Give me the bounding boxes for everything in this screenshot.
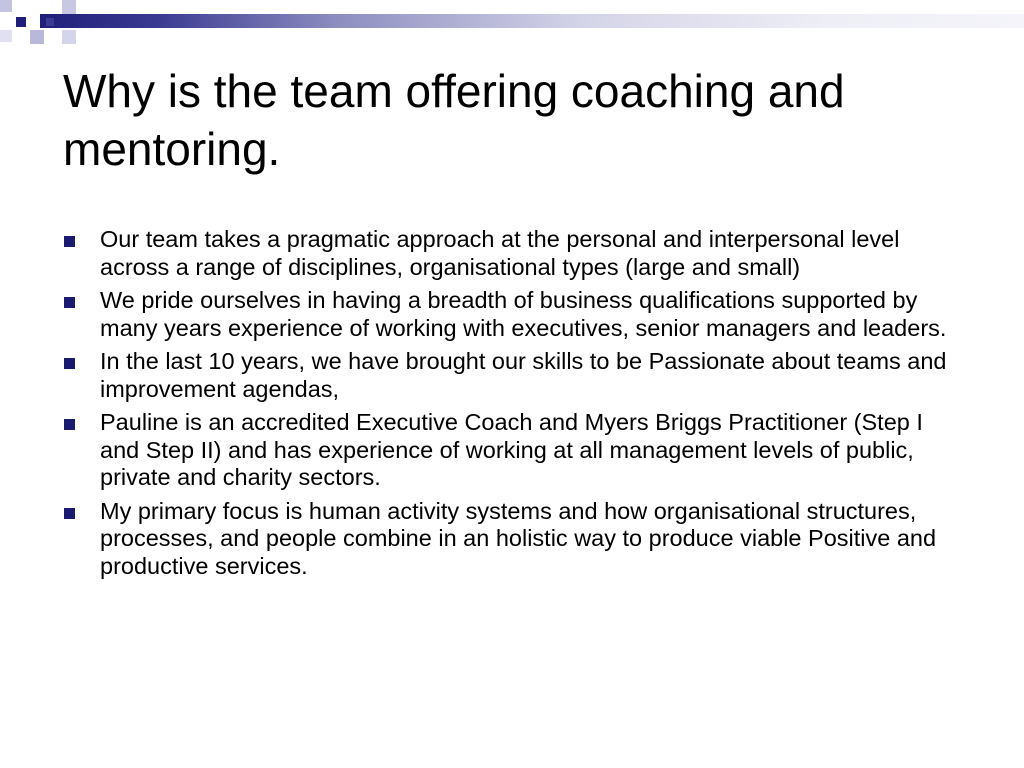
bullet-item [63, 287, 963, 342]
slide-title: Why is the team offering coaching and mentoring. [63, 65, 845, 175]
decorative-square [16, 17, 26, 27]
bullet-list [63, 226, 963, 586]
bullet-text: We pride ourselves in having a breadth of business qualifications supported by many years experience of working with executives, senior managers and leaders. [100, 287, 947, 341]
bullet-text: Pauline is an accredited Executive Coach and Myers Briggs Practitioner (Step I and Step II) and has experience of working at all management levels of public, private and charity sectors. [100, 409, 923, 490]
decorative-square [46, 18, 54, 26]
decorative-square [62, 0, 76, 14]
square-bullet-icon [64, 358, 75, 369]
square-bullet-icon [64, 236, 75, 247]
bullet-item [63, 226, 963, 281]
bullet-item [63, 348, 963, 403]
square-bullet-icon [64, 508, 75, 519]
square-bullet-icon [64, 419, 75, 430]
header-gradient-bar [40, 14, 1024, 28]
decorative-square [62, 30, 76, 44]
bullet-item [63, 498, 963, 581]
bullet-text: Our team takes a pragmatic approach at the personal and interpersonal level across a range of disciplines, organisational types (large and small) [100, 226, 900, 280]
bullet-text: In the last 10 years, we have brought our skills to be Passionate about teams and improvement agendas, [100, 348, 947, 402]
bullet-text: My primary focus is human activity systems and how organisational structures, processes, and people combine in an holistic way to produce viable Positive and productive services. [100, 497, 937, 579]
decorative-square [0, 30, 12, 42]
bullet-item [63, 409, 963, 492]
decorative-square [0, 0, 12, 12]
decorative-square [30, 30, 44, 44]
square-bullet-icon [64, 297, 75, 308]
